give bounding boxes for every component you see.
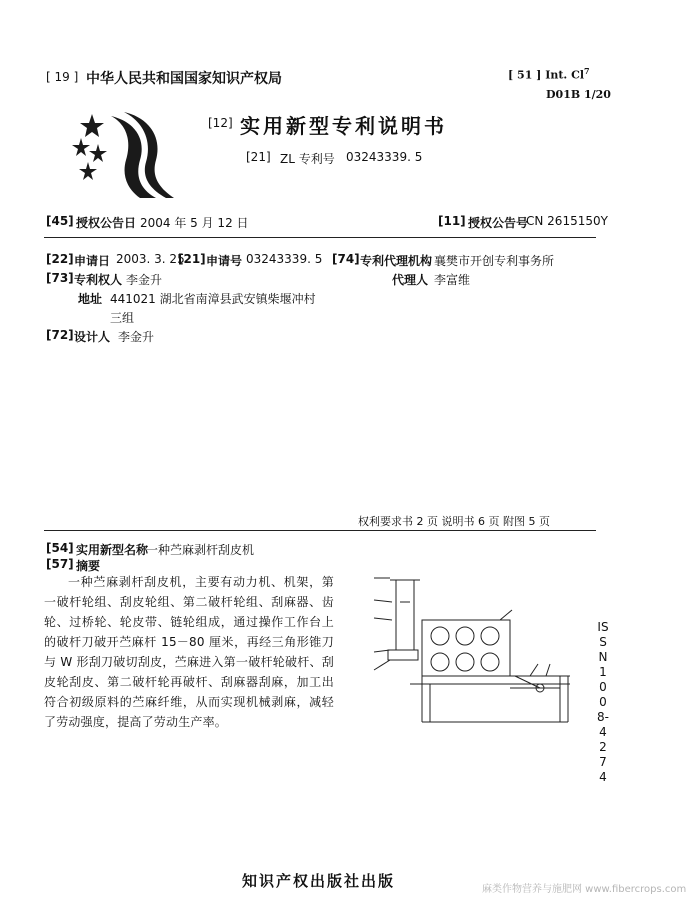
code-12: [12] bbox=[208, 116, 233, 130]
address-line-1: 441021 湖北省南漳县武安镇柴堰冲村 bbox=[110, 292, 316, 306]
feed-column bbox=[396, 580, 414, 650]
document-type-title: 实用新型专利说明书 bbox=[240, 114, 447, 138]
code-72: [72] bbox=[46, 328, 74, 342]
agent-value: 李富维 bbox=[434, 273, 471, 287]
logo-star-3 bbox=[89, 144, 107, 162]
zl-label: ZL 专利号 bbox=[280, 152, 335, 166]
code-22: [22] bbox=[46, 252, 74, 266]
roller-1 bbox=[431, 627, 449, 645]
designer-label: 设计人 bbox=[74, 330, 111, 344]
grant-date-value: 2004 年 5 月 12 日 bbox=[140, 216, 249, 230]
grant-number-label: 授权公告号 bbox=[468, 216, 529, 230]
feed-table bbox=[388, 650, 418, 660]
code-21-header: [21] bbox=[246, 150, 271, 164]
designer-value: 李金升 bbox=[118, 330, 155, 344]
owner-label: 专利权人 bbox=[74, 273, 123, 287]
logo-star-1 bbox=[80, 114, 104, 137]
application-number-label: 申请号 bbox=[206, 254, 243, 268]
filing-date-label: 申请日 bbox=[74, 254, 111, 268]
publisher: 知识产权出版社出版 bbox=[242, 872, 396, 890]
address-line-2: 三组 bbox=[110, 311, 135, 325]
logo-star-2 bbox=[72, 138, 90, 156]
utility-title-label: 实用新型名称 bbox=[76, 543, 149, 557]
grant-date-label: 授权公告日 bbox=[76, 216, 137, 230]
roller-2 bbox=[456, 627, 474, 645]
address-label: 地址 bbox=[78, 292, 103, 306]
office-name: 中华人民共和国国家知识产权局 bbox=[86, 71, 282, 87]
agency-value: 襄樊市开创专利事务所 bbox=[434, 254, 555, 268]
grant-number-value: CN 2615150Y bbox=[526, 214, 608, 228]
code-73: [73] bbox=[46, 271, 74, 285]
code-11: [11] bbox=[438, 214, 466, 228]
divider-mid bbox=[44, 530, 596, 531]
logo-star-4 bbox=[79, 162, 97, 180]
code-19: [ 19 ] bbox=[46, 70, 79, 84]
code-74: [74] bbox=[332, 252, 360, 266]
code-51-intcl: [ 51 ] Int. Cl$^7$ bbox=[508, 66, 590, 82]
roller-6 bbox=[481, 653, 499, 671]
zl-number: 03243339. 5 bbox=[346, 150, 423, 164]
abstract-label: 摘要 bbox=[76, 559, 101, 573]
machine-drawing bbox=[350, 572, 590, 732]
utility-title-value: 一种苎麻剥杆刮皮机 bbox=[146, 543, 255, 557]
sipo-logo bbox=[66, 104, 178, 200]
agent-label: 代理人 bbox=[392, 273, 429, 287]
owner-value: 李金升 bbox=[126, 273, 163, 287]
code-21-app: [21] bbox=[178, 252, 206, 266]
code-45: [45] bbox=[46, 214, 74, 228]
page-counts: 权利要求书 2 页 说明书 6 页 附图 5 页 bbox=[358, 515, 550, 528]
filing-date-value: 2003. 3. 25 bbox=[116, 252, 185, 266]
roller-3 bbox=[481, 627, 499, 645]
issn-vertical: ISSN1008-4274 bbox=[597, 620, 609, 784]
code-57: [57] bbox=[46, 557, 74, 571]
code-54: [54] bbox=[46, 541, 74, 555]
roller-4 bbox=[431, 653, 449, 671]
ipc-classification: D01B 1/20 bbox=[546, 88, 611, 101]
roller-5 bbox=[456, 653, 474, 671]
abstract-text: 一种苎麻剥杆刮皮机，主要有动力机、机架，第一破杆轮组、刮皮轮组、第二破杆轮组、刮麻器、齿轮、过桥轮、轮皮带、链轮组成，通过操作工作台上的破杆刀破开苎麻杆 15－80 厘米，再经三角形锥刀与 W 形刮刀破切刮皮，苎麻进入第一破杆轮破杆、刮皮轮刮皮、第二破杆轮再破杆、刮麻器刮麻，加工出符合初级原料的苎麻纤维，从而实现机械剥麻，减轻了劳动强度，提高了劳动生产率。 bbox=[44, 575, 334, 729]
divider-top bbox=[44, 237, 596, 238]
application-number-value: 03243339. 5 bbox=[246, 252, 323, 266]
agency-label: 专利代理机构 bbox=[360, 254, 433, 268]
watermark: 麻类作物营养与施肥网 www.fibercrops.com bbox=[482, 884, 686, 895]
